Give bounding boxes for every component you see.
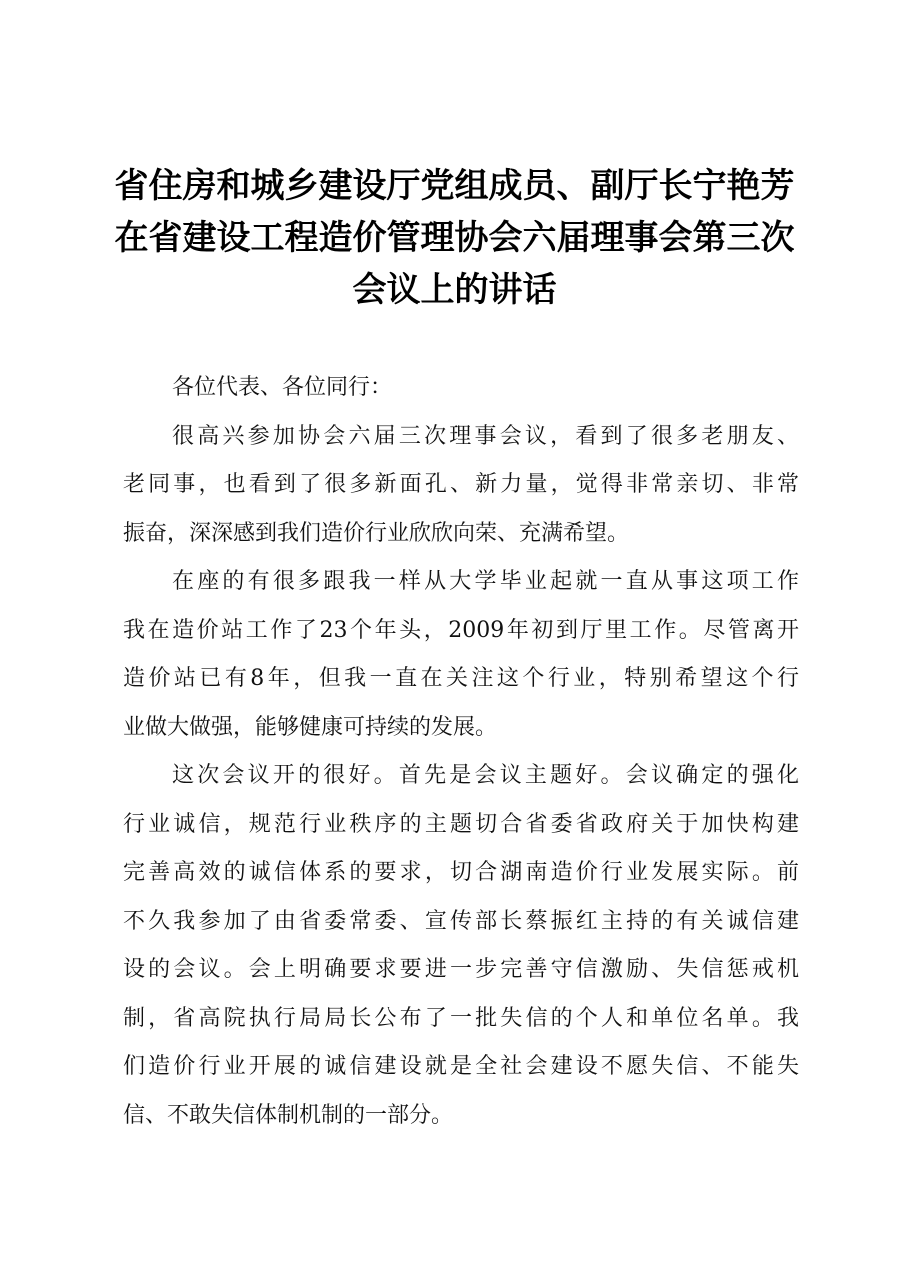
paragraph-line: 我在造价站工作了23个年头，2009年初到厅里工作。尽管离开 <box>123 617 799 643</box>
paragraph-line: 信、不敢失信体制机制的一部分。 <box>123 1102 454 1128</box>
paragraph-line: 完善高效的诚信体系的要求，切合湖南造价行业发展实际。前 <box>123 860 799 885</box>
paragraph-3 <box>123 752 799 1140</box>
paragraph-line: 老同事，也看到了很多新面孔、新力量，觉得非常亲切、非常 <box>123 472 799 497</box>
title-line: 在省建设工程造价管理协会六届理事会第三次 <box>114 218 795 258</box>
paragraph-line: 们造价行业开展的诚信建设就是全社会建设不愿失信、不能失 <box>123 1054 799 1079</box>
paragraph-line: 业做大做强，能够健康可持续的发展。 <box>123 714 498 740</box>
paragraph-line: 造价站已有8年，但我一直在关注这个行业，特别希望这个行 <box>123 666 799 691</box>
paragraph-1 <box>123 413 799 559</box>
paragraph-2 <box>123 558 799 752</box>
paragraph-line: 行业诚信，规范行业秩序的主题切合省委省政府关于加快构建 <box>123 811 799 837</box>
paragraph-line: 不久我参加了由省委常委、宣传部长蔡振红主持的有关诚信建 <box>123 908 799 934</box>
paragraph-line: 振奋，深深感到我们造价行业欣欣向荣、充满希望。 <box>123 520 630 546</box>
paragraph-line: 制，省高院执行局局长公布了一批失信的个人和单位名单。我 <box>123 1005 799 1031</box>
paragraph-line: 在座的有很多跟我一样从大学毕业起就一直从事这项工作 <box>172 569 799 594</box>
title-line: 会议上的讲话 <box>352 270 557 310</box>
paragraph-line: 很高兴参加协会六届三次理事会议，看到了很多老朋友、 <box>172 423 799 449</box>
paragraph-line: 设的会议。会上明确要求要进一步完善守信激励、失信惩戒机 <box>123 957 799 982</box>
title-line: 省住房和城乡建设厅党组成员、副厅长宁艳芳 <box>114 166 795 206</box>
document-title <box>100 160 809 316</box>
paragraph-line: 这次会议开的很好。首先是会议主题好。会议确定的强化 <box>172 763 799 788</box>
salutation: 各位代表、各位同行： <box>172 375 393 400</box>
document-body <box>123 364 799 1140</box>
